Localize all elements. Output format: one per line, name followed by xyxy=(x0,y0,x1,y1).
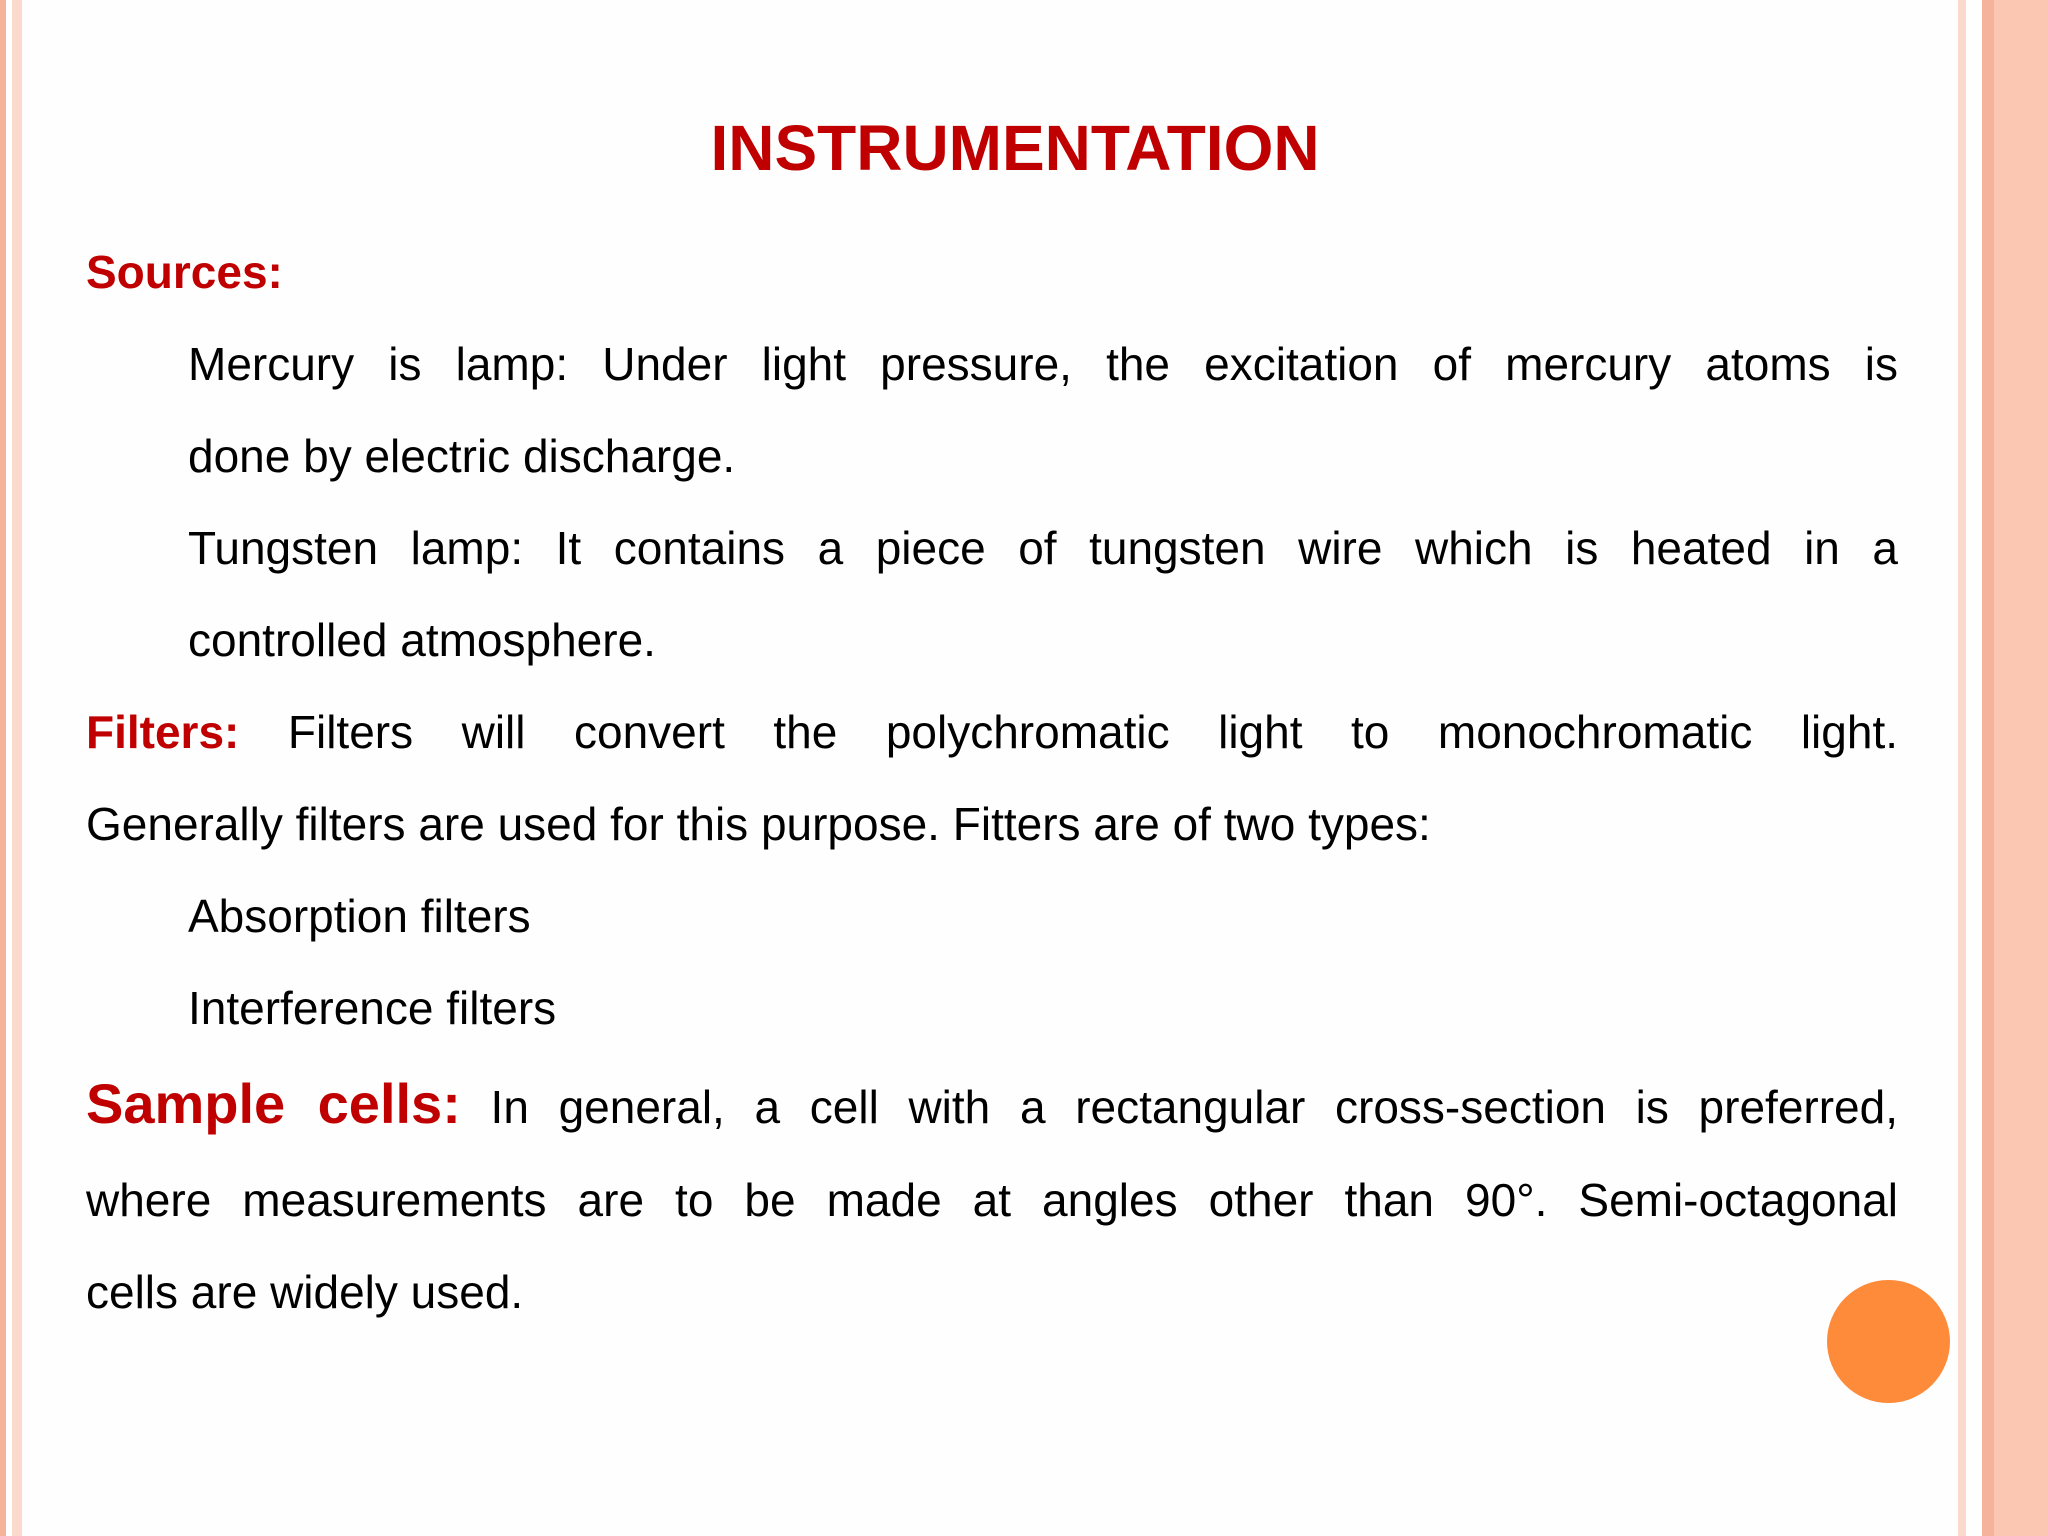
filters-paragraph-line-2: Generally filters are used for this purpose. Fitters are of two types: xyxy=(86,798,1431,850)
sources-heading xyxy=(86,226,1898,318)
sample-cells-label: Sample cells: xyxy=(86,1072,461,1135)
sample-cells-line-3: cells are widely used. xyxy=(86,1266,524,1318)
filter-type-absorption: Absorption filters xyxy=(188,890,531,942)
tungsten-lamp-line-1: Tungsten lamp: It contains a piece of tungsten wire which is heated in a xyxy=(188,522,1898,574)
sample-cells-line-2: where measurements are to be made at angles other than 90°. Semi-octagonal xyxy=(86,1174,1898,1226)
tungsten-lamp-line-2: controlled atmosphere. xyxy=(188,614,656,666)
filters-label: Filters: xyxy=(86,706,240,758)
sample-cells-line-1 xyxy=(86,1054,1898,1154)
sample-cells-text-line-1: In general, a cell with a rectangular cross-section is preferred, xyxy=(490,1081,1898,1133)
filters-text-line-1: Filters will convert the polychromatic light to monochromatic light. xyxy=(287,706,1898,758)
right-border-band xyxy=(1994,0,2048,1536)
mercury-lamp-line-1: Mercury is lamp: Under light pressure, the excitation of mercury atoms is xyxy=(188,338,1898,390)
orange-circle-decoration xyxy=(1827,1280,1950,1403)
right-border-stripe-thin xyxy=(1958,0,1966,1536)
mercury-lamp-line-2: done by electric discharge. xyxy=(188,430,736,482)
slide-body xyxy=(86,226,1898,1338)
filters-paragraph-line-1 xyxy=(86,686,1898,778)
slide-title: INSTRUMENTATION xyxy=(710,112,1320,184)
filter-type-interference: Interference filters xyxy=(188,982,557,1034)
right-border-gap xyxy=(1966,0,1982,1536)
left-border-inner-stripe xyxy=(12,0,22,1536)
right-border-stripe-dark xyxy=(1982,0,1994,1536)
sources-label: Sources: xyxy=(86,246,283,298)
